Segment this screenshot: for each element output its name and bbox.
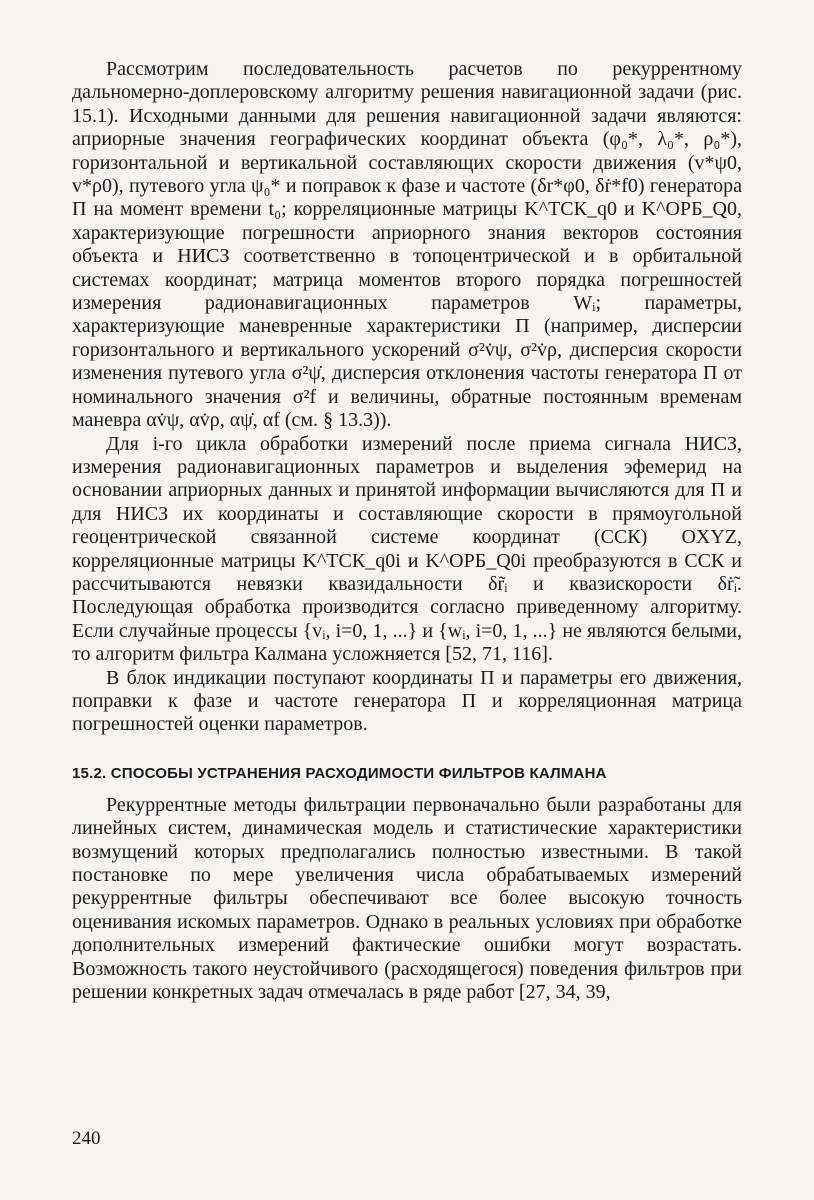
paragraph-4: Рекуррентные методы фильтрации первоначально были разработаны для линейных систем, динамическая модель и статистические характеристики возмущений которых предполагались полностью известными. В такой постановке по мере увеличения числа обрабатываемых измерений рекуррентные фильтры обеспечивают все более высокую точность оценивания искомых параметров. Однако в реальных условиях при обработке дополнительных измерений фактические ошибки могут возрастать. Возможность такого неустойчивого (расходящегося) поведения фильтров при решении конкретных задач отмечалась в ряде работ [27, 34, 39, [72, 793, 742, 1004]
paragraph-1: Рассмотрим последовательность расчетов по рекуррентному дальномерно-доплеровскому алгоритму решения навигационной задачи (рис. 15.1). Исходными данными для решения навигационной задачи являются: априорные значения географических координат объекта (φ₀*, λ₀*, ρ₀*), горизонтальной и вертикальной составляющих скорости движения (v*ψ0, v*ρ0), путевого угла ψ₀* и поправок к фазе и частоте (δr*φ0, δṙ*f0) генератора П на момент времени t₀; корреляционные матрицы K^ТСК_q0 и K^ОРБ_Q0, характеризующие погрешности априорного знания векторов состояния объекта и НИСЗ соответственно в топоцентрической и в орбитальной системах координат; матрица моментов второго порядка погрешностей измерения радионавигационных параметров Wᵢ; параметры, характеризующие маневренные характеристики П (например, дисперсии горизонтального и вертикального ускорений σ²v̇ψ, σ²v̇ρ, дисперсия скорости изменения путевого угла σ²ψ̇, дисперсия отклонения частоты генератора П от номинального значения σ²f и величины, обратные постоянным временам маневра αv̇ψ, αv̇ρ, αψ̇, αf (см. § 13.3)). [72, 58, 742, 432]
page-body [72, 58, 742, 1004]
paragraph-2: Для i-го цикла обработки измерений после приема сигнала НИСЗ, измерения радионавигационных параметров и выделения эфемерид на основании априорных данных и принятой информации вычисляются для П и для НИСЗ их координаты и составляющие скорости в прямоугольной геоцентрической связанной системе координат (ССК) OXYZ, корреляционные матрицы K^ТСК_q0i и K^ОРБ_Q0i преобразуются в ССК и рассчитываются невязки квазидальности δr̃ᵢ и квазискорости δṙ̃ᵢ. Последующая обработка производится согласно приведенному алгоритму. Если случайные процессы {vᵢ, i=0, 1, ...} и {wᵢ, i=0, 1, ...} не являются белыми, то алгоритм фильтра Калмана усложняется [52, 71, 116]. [72, 432, 742, 666]
page-number: 240 [72, 1128, 101, 1149]
paragraph-3: В блок индикации поступают координаты П и параметры его движения, поправки к фазе и частоте генератора П и корреляционная матрица погрешностей оценки параметров. [72, 666, 742, 736]
section-heading: 15.2. СПОСОБЫ УСТРАНЕНИЯ РАСХОДИМОСТИ ФИЛЬТРОВ КАЛМАНА [72, 764, 607, 782]
